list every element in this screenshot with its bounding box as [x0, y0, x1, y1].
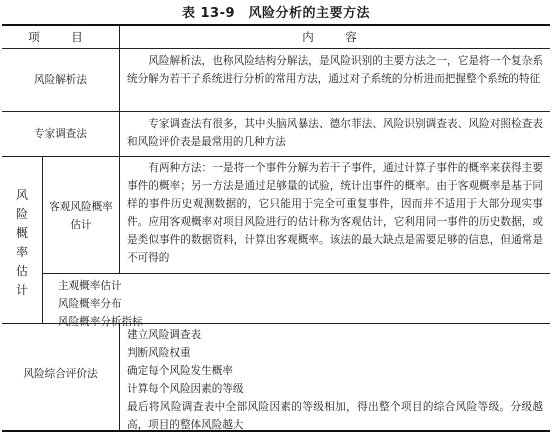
list-item: 建立风险调查表 [127, 329, 202, 341]
table-title: 表 13-9 风险分析的主要方法 [181, 6, 371, 21]
row-content-objective: 有两种方法：一是将一个事件分解为若干子事件，通过计算子事件的概率来获得主要事件的概率；另一方法是通过足够量的试验，统计出事件的概率。由于客观概率是基于同样的事件历史观测数据的，它只能用于完全可重复事件，因而并不适用于大部分现实事件。应用客观概率对项目风险进行的估计称为客观估计，它利用同一事件的历史数据，或是类似事件的数据资料，计算出客观概率。该法的最大缺点是需要足够的信息，但通常是不可得的 [127, 162, 543, 264]
row-label-probability: 风险概率估计 [15, 188, 28, 297]
list-item: 风险概率分布 [58, 298, 122, 310]
row-content-analysis: 风险解析法，也称风险结构分解法，是风险识别的主要方法之一，它是将一个复杂系统分解为若干子系统进行分析的常用方法，通过对子系统的分析进而把握整个系统的特征 [127, 55, 543, 85]
header-divider [2, 48, 550, 49]
row-label-expert: 专家调查法 [34, 128, 87, 140]
column-divider [42, 156, 43, 323]
sub-label-objective: 客观风险概率估计 [49, 201, 113, 231]
list-item: 主观概率估计 [58, 280, 122, 292]
list-item: 最后将风险调查表中全部风险因素的等级相加，得出整个项目的综合风险等级。分级越高，项目的整体风险越大 [127, 401, 543, 431]
column-divider [119, 323, 120, 430]
row-divider [2, 111, 550, 112]
sub-method-list [58, 277, 358, 331]
list-item: 风险概率分析指标 [58, 316, 143, 328]
list-item: 确定每个风险发生概率 [127, 365, 233, 377]
row-content-expert: 专家调查法有很多，其中头脑风暴法、德尔菲法、风险识别调查表、风险对照检查表和风险评价表是最常用的几种方法 [127, 118, 543, 148]
row-content-comprehensive [127, 326, 543, 434]
row-label-comprehensive: 风险综合评价法 [23, 368, 98, 380]
header-item: 项 目 [28, 30, 93, 44]
methods-table [2, 24, 550, 432]
list-item: 判断风险权重 [127, 347, 191, 359]
column-divider [119, 26, 120, 273]
header-content: 内 容 [302, 30, 367, 44]
row-divider [2, 156, 550, 157]
list-item: 计算每个风险因素的等级 [127, 383, 244, 395]
row-divider [42, 273, 550, 274]
row-label-analysis: 风险解析法 [34, 74, 87, 86]
